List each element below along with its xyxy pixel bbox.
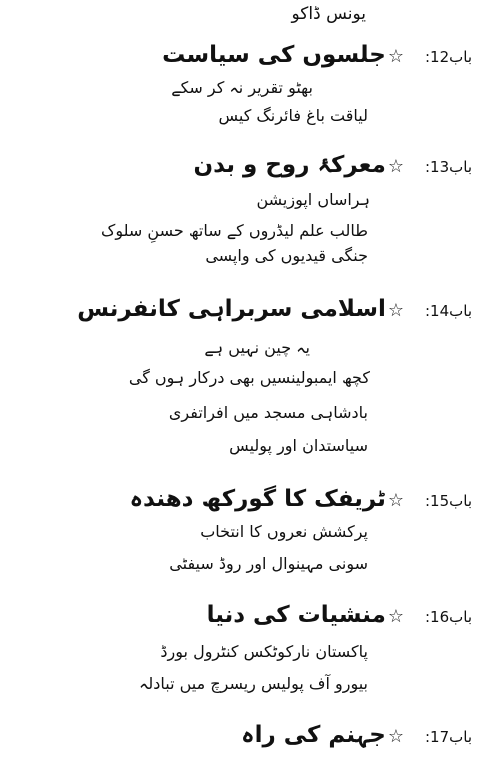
list-item: لیاقت باغ فائرنگ کیس (218, 106, 368, 125)
chapter-title (162, 42, 404, 68)
chapter-17 (0, 718, 480, 758)
list-item: پرکشش نعروں کا انتخاب (200, 522, 368, 541)
chapter-label: باب16: (424, 608, 472, 626)
chapter-title (241, 722, 404, 748)
chapter-12 (0, 38, 480, 125)
star-icon: ☆ (387, 726, 404, 747)
list-item: طالب علم لیڈروں کے ساتھ حسنِ سلوک (101, 221, 368, 240)
chapter-16 (0, 598, 480, 693)
list-item: کچھ ایمبولینسیں بھی درکار ہوں گی (128, 368, 370, 387)
list-item: سیاستدان اور پولیس (229, 436, 368, 455)
chapter-title (193, 152, 404, 178)
chapter-title-text: جہنم کی راہ (241, 722, 386, 748)
chapter-title (207, 602, 404, 628)
lead-line: یونس ڈاکو (291, 4, 366, 24)
chapter-14 (0, 292, 480, 455)
chapter-15 (0, 482, 480, 573)
star-icon: ☆ (387, 490, 404, 511)
chapter-label: باب14: (424, 302, 472, 320)
chapter-title-text: منشیات کی دنیا (206, 602, 386, 628)
chapter-title-text: اسلامی سربراہی کانفرنس (77, 296, 386, 322)
list-item: سونی مہینوال اور روڈ سیفٹی (169, 554, 368, 573)
chapter-title-text: معرکۂ روح و بدن (193, 152, 386, 178)
star-icon: ☆ (387, 156, 404, 177)
chapter-label: باب13: (424, 158, 472, 176)
list-item: بیورو آف پولیس ریسرچ میں تبادلہ (139, 674, 368, 693)
list-item: بادشاہی مسجد میں افراتفری (168, 403, 368, 422)
chapter-13 (0, 148, 480, 265)
list-item: یہ چین نہیں ہے (204, 338, 310, 357)
list-item: بھٹو تقریر نہ کر سکے (171, 78, 313, 97)
chapter-title (77, 296, 404, 322)
chapter-label: باب12: (424, 48, 472, 66)
star-icon: ☆ (387, 300, 404, 321)
list-item: پاکستان نارکوٹکس کنٹرول بورڈ (160, 642, 368, 661)
list-item: جنگی قیدیوں کی واپسی (205, 246, 368, 265)
list-item: ہراساں اپوزیشن (256, 190, 370, 209)
star-icon: ☆ (387, 606, 404, 627)
chapter-label: باب15: (424, 492, 472, 510)
chapter-title (130, 486, 404, 512)
chapter-title-text: جلسوں کی سیاست (162, 42, 386, 68)
star-icon: ☆ (387, 46, 404, 67)
chapter-label: باب17: (424, 728, 472, 746)
chapter-title-text: ٹریفک کا گورکھ دھندہ (129, 486, 386, 512)
